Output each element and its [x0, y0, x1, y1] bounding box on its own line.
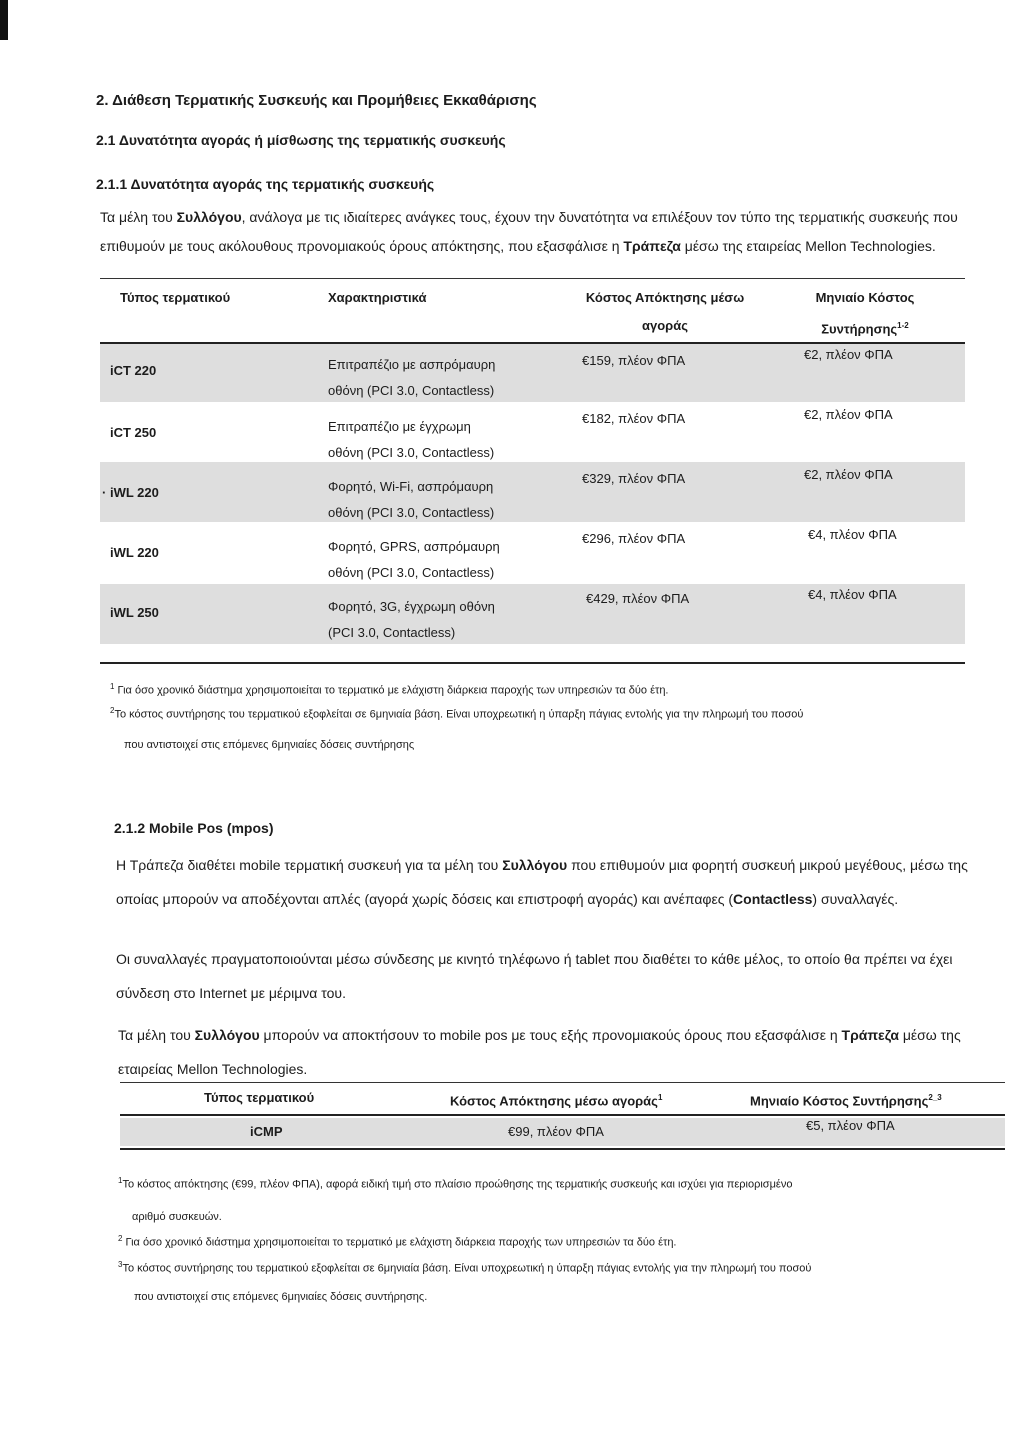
table-row-features	[328, 594, 495, 646]
footnote-mark: 2	[118, 1234, 123, 1243]
features-line1: Φορητό, GPRS, ασπρόμαυρη	[328, 539, 500, 554]
header-maint-line1: Μηνιαίο Κόστος	[815, 290, 915, 305]
header-maint-line2-text: Συντήρησης	[821, 321, 898, 337]
footnote-3-continued: που αντιστοιχεί στις επόμενες 6μηνιαίες δόσεις συντήρησης.	[134, 1291, 428, 1303]
features-line2: οθόνη (PCI 3.0, Contactless)	[328, 383, 495, 398]
header-type: Τύπος τερματικού	[120, 290, 231, 305]
table-row-cost: €99, πλέον ΦΠΑ	[508, 1124, 604, 1139]
header-cost-line1: Κόστος Απόκτησης μέσω	[585, 290, 745, 305]
table-row-maintenance: €2, πλέον ΦΠΑ	[804, 407, 893, 422]
table-row-type: iCT 250	[110, 425, 157, 440]
intro-text-2: , ανάλογα με τις ιδιαίτερες ανάγκες τους, έχουν την δυνατότητα να επιλέξουν τον τύπο της τερματικής συσκευής που επιθυμούν με τους ακόλουθους προνομιακούς όρους απόκτησης, που εξασφάλισε η	[100, 209, 958, 254]
mpos-contactless: Contactless	[733, 891, 813, 907]
header-maintenance-cost	[750, 1086, 942, 1113]
intro-bank: Τράπεζα	[623, 238, 681, 254]
footnote-1-continued: αριθμό συσκευών.	[132, 1211, 222, 1223]
table-row-features	[328, 352, 495, 404]
table-row-features	[328, 414, 494, 466]
mpos-paragraph-1	[116, 848, 982, 916]
mpos-text: που επιθυμούν μια φορητή συσκευή μικρού μεγέθους, μέσω της οποίας μπορούν να αποδέχονται απλές (αγορά χωρίς δόσεις και επιστροφή αγοράς) και ανέπαφες (	[116, 857, 968, 907]
section-2-1-2-title: 2.1.2 Mobile Pos (mpos)	[114, 820, 274, 836]
header-maint-line2	[790, 312, 940, 343]
mpos-text: Η Τράπεζα διαθέτει mobile τερματική συσκευή για τα μέλη του	[116, 857, 503, 873]
header-type: Τύπος τερματικού	[204, 1090, 315, 1105]
features-line2: (PCI 3.0, Contactless)	[328, 625, 456, 640]
table-row-features	[328, 474, 494, 526]
table-row-maintenance: €4, πλέον ΦΠΑ	[808, 527, 897, 542]
header-maintenance-cost	[790, 284, 940, 343]
table-row-features	[328, 534, 500, 586]
table-row-maintenance: €2, πλέον ΦΠΑ	[804, 467, 893, 482]
intro-text-1: Τα μέλη του	[100, 209, 177, 225]
table-row-cost: €159, πλέον ΦΠΑ	[582, 353, 686, 368]
header-acquisition-cost	[450, 1086, 662, 1113]
features-line2: οθόνη (PCI 3.0, Contactless)	[328, 445, 495, 460]
footnote-2-continued: που αντιστοιχεί στις επόμενες 6μηνιαίες δόσεις συντήρησης	[124, 739, 415, 751]
table-row-maintenance: €2, πλέον ΦΠΑ	[804, 347, 893, 362]
header-maint-text: Μηνιαίο Κόστος Συντήρησης	[750, 1093, 929, 1109]
mpos-text: μπορούν να αποκτήσουν το mobile pos με τους εξής προνομιακούς όρους που εξασφάλισε η	[259, 1027, 842, 1043]
table-top-rule	[120, 1082, 1005, 1083]
footnote-mark: 3	[118, 1260, 123, 1269]
row-type-text: iWL 220	[109, 485, 159, 500]
features-line2: οθόνη (PCI 3.0, Contactless)	[328, 565, 495, 580]
table-bottom-rule	[100, 662, 965, 664]
header-cost-line2: αγοράς	[642, 318, 688, 333]
table-row-cost: €296, πλέον ΦΠΑ	[582, 531, 686, 546]
section-2-1-title: 2.1 Δυνατότητα αγοράς ή μίσθωσης της τερματικής συσκευής	[96, 132, 506, 148]
features-line1: Επιτραπέζιο με ασπρόμαυρη	[328, 357, 496, 372]
section-2-1-1-title: 2.1.1 Δυνατότητα αγοράς της τερματικής συσκευής	[96, 176, 435, 192]
header-acquisition-cost	[555, 284, 775, 340]
intro-text-3: μέσω της εταιρείας Mellon Technologies.	[680, 238, 936, 254]
table-row-cost: €182, πλέον ΦΠΑ	[582, 411, 686, 426]
mpos-association: Συλλόγου	[194, 1027, 260, 1043]
mpos-bank: Τράπεζα	[841, 1027, 899, 1043]
footnote-1	[118, 1168, 998, 1198]
mpos-text: Τα μέλη του	[118, 1027, 195, 1043]
features-line1: Επιτραπέζιο με έγχρωμη	[328, 419, 471, 434]
table-row-cost: €329, πλέον ΦΠΑ	[582, 471, 686, 486]
footnote-text: Για όσο χρονικό διάστημα χρησιμοποιείται το τερματικό με ελάχιστη διάρκεια παροχής των υπηρεσιών τα δύο έτη.	[122, 1236, 677, 1249]
features-line2: οθόνη (PCI 3.0, Contactless)	[328, 505, 495, 520]
table-row-type: iCT 220	[110, 363, 157, 378]
footnote-3	[118, 1252, 1008, 1282]
header-maint-footnote-ref: 1-2	[897, 321, 909, 330]
header-cost-text: Κόστος Απόκτησης μέσω αγοράς	[450, 1093, 658, 1109]
table-row-maintenance: €4, πλέον ΦΠΑ	[808, 587, 897, 602]
footnote-text: Το κόστος συντήρησης του τερματικού εξοφλείται σε 6μηνιαία βάση. Είναι υποχρεωτική η ύπαρξη πάγιας εντολής για την πληρωμή του ποσού	[114, 708, 804, 721]
mpos-paragraph-2: Οι συναλλαγές πραγματοποιούνται μέσω σύνδεσης με κινητό τηλέφωνο ή tablet που διαθέτει το κάθε μέλος, το οποίο θα πρέπει να έχει σύνδεση στο Internet με μέριμνα του.	[116, 951, 953, 1001]
mpos-text: ) συναλλαγές.	[812, 891, 899, 907]
table-row-type: iWL 220	[110, 545, 159, 560]
table-row-cost: €429, πλέον ΦΠΑ	[586, 591, 690, 606]
table-row-maintenance: €5, πλέον ΦΠΑ	[806, 1118, 895, 1133]
table-bottom-rule	[120, 1148, 1005, 1150]
header-features: Χαρακτηριστικά	[328, 290, 427, 305]
mpos-association: Συλλόγου	[502, 857, 568, 873]
table-row-type: iCMP	[250, 1124, 283, 1139]
footnote-mark: 1	[118, 1176, 123, 1185]
footnote-text: Για όσο χρονικό διάστημα χρησιμοποιείται το τερματικό με ελάχιστη διάρκεια παροχής των υπηρεσιών τα δύο έτη.	[114, 684, 669, 697]
footnote-2	[110, 698, 1000, 728]
features-line1: Φορητό, 3G, έγχρωμη οθόνη	[328, 599, 495, 614]
table-row-type: iWL 250	[110, 605, 159, 620]
intro-association: Συλλόγου	[176, 209, 242, 225]
features-line1: Φορητό, Wi-Fi, ασπρόμαυρη	[328, 479, 494, 494]
footnote-mark: 1	[110, 682, 115, 691]
section-2-title: 2. Διάθεση Τερματικής Συσκευής και Προμήθειες Εκκαθάρισης	[96, 92, 537, 109]
intro-paragraph	[100, 203, 968, 261]
footnote-text: Το κόστος συντήρησης του τερματικού εξοφλείται σε 6μηνιαία βάση. Είναι υποχρεωτική η ύπαρξη πάγιας εντολής για την πληρωμή του ποσού	[122, 1262, 812, 1275]
header-maint-footnote-ref: 2_3	[928, 1093, 942, 1102]
mpos-paragraph-3	[118, 1018, 984, 1086]
header-cost-footnote-ref: 1	[657, 1093, 663, 1102]
mpos-text: μέσω της εταιρείας Mellon Technologies.	[118, 1027, 961, 1077]
table-top-rule	[100, 278, 965, 279]
footnote-text: Το κόστος απόκτησης (€99, πλέον ΦΠΑ), αφορά ειδική τιμή στο πλαίσιο προώθησης της τερματικής συσκευής και ισχύει για περιορισμένο	[122, 1178, 793, 1191]
table-row-type: · iWL 220	[102, 485, 159, 500]
footnote-mark: 2	[110, 706, 115, 715]
